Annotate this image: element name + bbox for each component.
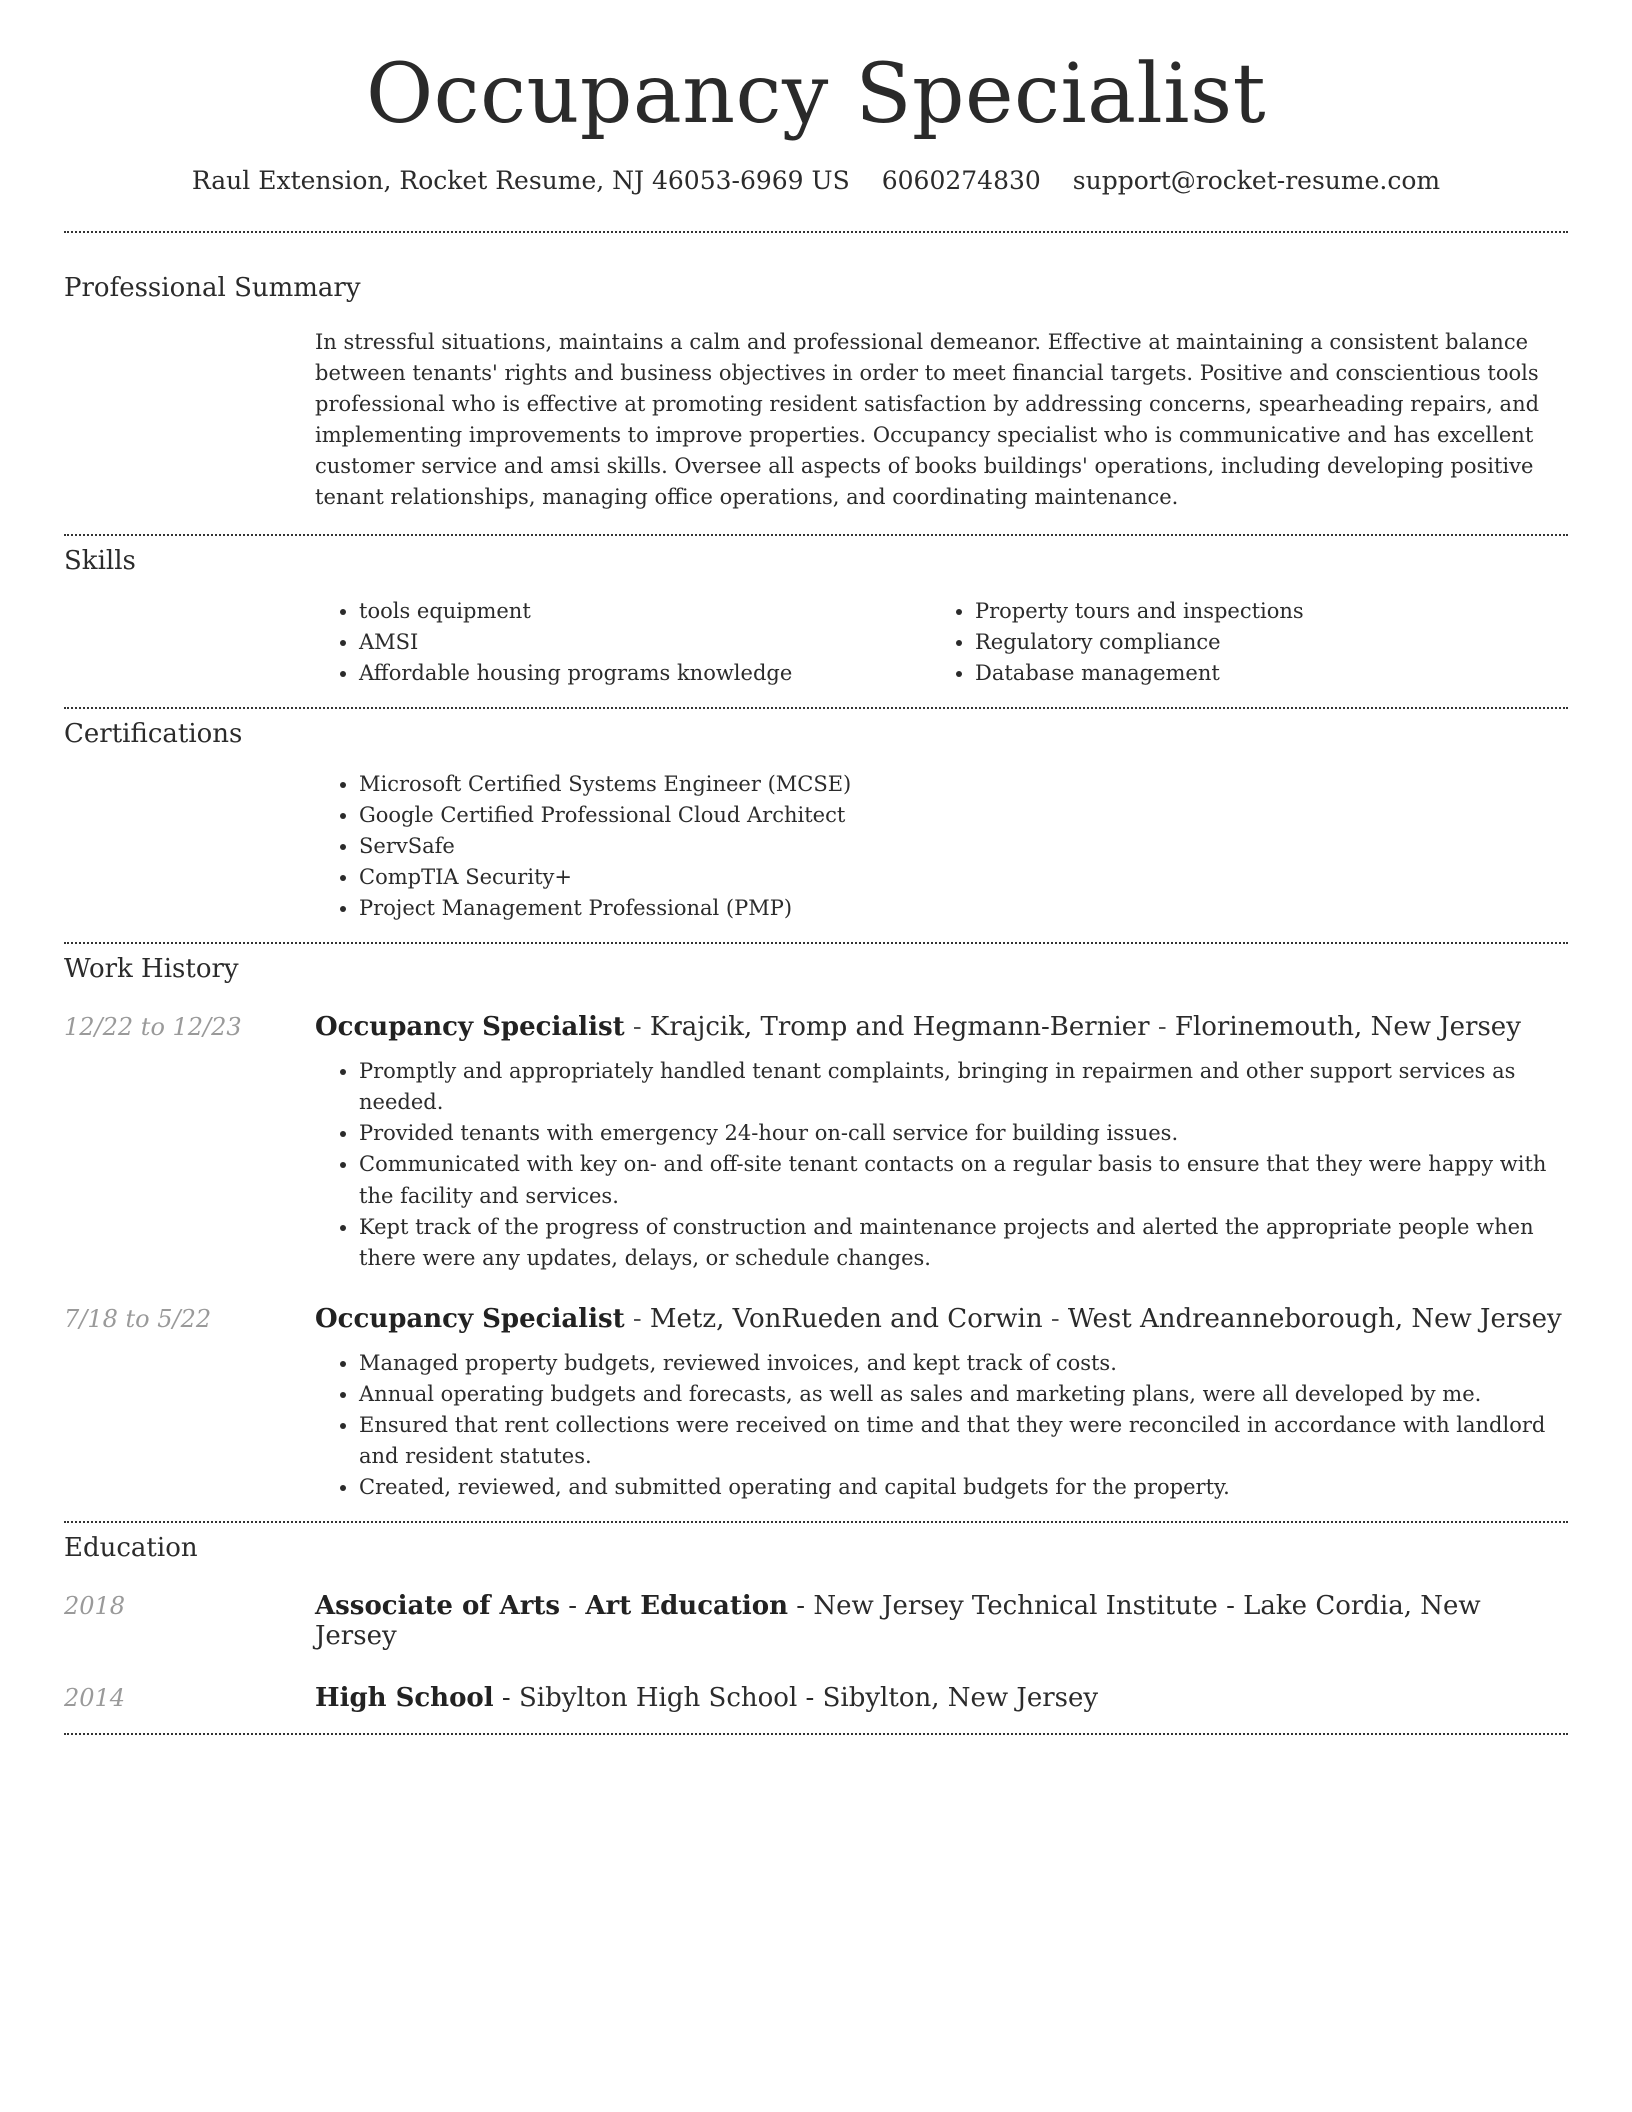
job-bullet: • Ensured that rent collections were received on time and that they were reconciled in accordance with landlord and resident statutes. <box>359 1410 1568 1472</box>
skill-item: • tools equipment <box>359 596 931 627</box>
certifications-section <box>0 709 1632 924</box>
education-location: Lake Cordia, New Jersey <box>315 1591 1481 1652</box>
contact-address: Raul Extension, Rocket Resume, NJ 46053-6969 US <box>191 166 850 196</box>
certifications-content <box>315 769 1568 924</box>
education-title-line: Associate of Arts - Art Education - New Jersey Technical Institute - Lake Cordia, New Jersey <box>315 1591 1481 1652</box>
job-bullet: • Created, reviewed, and submitted operating and capital budgets for the property. <box>359 1472 1568 1503</box>
job-dates: 12/22 to 12/23 <box>64 1013 242 1042</box>
education-degree: High School <box>315 1683 494 1714</box>
skills-section <box>0 536 1632 689</box>
education-school: New Jersey Technical Institute <box>813 1591 1218 1622</box>
education-entry <box>64 1683 1568 1713</box>
section-title-skills: Skills <box>64 545 136 576</box>
job-role: Occupancy Specialist <box>315 1012 625 1043</box>
section-title-summary: Professional Summary <box>64 273 361 304</box>
education-year: 2014 <box>64 1684 126 1713</box>
job-bullet: • Kept track of the progress of construction and maintenance projects and alerted the appropriate people when there were any updates, delays, or schedule changes. <box>359 1212 1568 1274</box>
section-title-education: Education <box>64 1533 198 1564</box>
job-bullet: • Managed property budgets, reviewed invoices, and kept track of costs. <box>359 1348 1568 1379</box>
section-title-work: Work History <box>64 954 239 985</box>
job-company: Metz, VonRueden and Corwin <box>649 1303 1043 1334</box>
skills-list-right <box>931 596 1568 689</box>
education-title-line: High School - Sibylton High School - Sibylton, New Jersey <box>315 1683 1099 1714</box>
job-entry <box>64 1304 1568 1503</box>
job-location: Florinemouth, New Jersey <box>1174 1012 1521 1043</box>
education-entry <box>64 1591 1568 1651</box>
job-bullet: • Annual operating budgets and forecasts, as well as sales and marketing plans, were all developed by me. <box>359 1379 1568 1410</box>
section-title-certifications: Certifications <box>64 718 243 749</box>
contact-phone: 6060274830 <box>881 166 1041 196</box>
job-title-line: Occupancy Specialist - Krajcik, Tromp and Hegmann-Bernier - Florinemouth, New Jersey <box>315 1012 1521 1043</box>
skill-item: • Regulatory compliance <box>975 627 1568 658</box>
summary-content <box>315 327 1568 513</box>
skill-item: • Property tours and inspections <box>975 596 1568 627</box>
certification-item: • Google Certified Professional Cloud Architect <box>359 800 1568 831</box>
education-field: Art Education <box>585 1591 789 1622</box>
education-year: 2018 <box>64 1592 126 1621</box>
divider <box>64 1733 1568 1735</box>
skill-item: • Database management <box>975 658 1568 689</box>
job-location: West Andreanneborough, New Jersey <box>1067 1303 1562 1334</box>
job-title-line: Occupancy Specialist - Metz, VonRueden and Corwin - West Andreanneborough, New Jersey <box>315 1303 1562 1334</box>
education-school: Sibylton High School <box>518 1683 798 1714</box>
job-bullet: • Provided tenants with emergency 24-hour on-call service for building issues. <box>359 1118 1568 1149</box>
job-header <box>64 1304 1568 1334</box>
contact-email: support@rocket-resume.com <box>1072 166 1441 196</box>
education-degree: Associate of Arts <box>315 1591 561 1622</box>
job-bullets <box>315 1056 1568 1274</box>
job-header <box>64 1012 1568 1042</box>
certification-item: • Project Management Professional (PMP) <box>359 893 1568 924</box>
job-bullet: • Communicated with key on- and off-site tenant contacts on a regular basis to ensure that they were happy with the facility and services. <box>359 1149 1568 1211</box>
certification-item: • CompTIA Security+ <box>359 862 1568 893</box>
candidate-name: Occupancy Specialist <box>365 47 1267 142</box>
skill-item: • AMSI <box>359 627 931 658</box>
certification-item: • Microsoft Certified Systems Engineer (MCSE) <box>359 769 1568 800</box>
skills-grid <box>315 596 1568 689</box>
certifications-list <box>315 769 1568 924</box>
job-bullet: • Promptly and appropriately handled tenant complaints, bringing in repairmen and other support services as needed. <box>359 1056 1568 1118</box>
job-dates: 7/18 to 5/22 <box>64 1304 212 1333</box>
education-location: Sibylton, New Jersey <box>822 1683 1099 1714</box>
contact-line <box>0 166 1632 195</box>
education-section <box>0 1523 1632 1713</box>
skill-item: • Affordable housing programs knowledge <box>359 658 931 689</box>
resume-header <box>0 0 1632 195</box>
summary-section <box>0 233 1632 513</box>
job-entry <box>64 1012 1568 1274</box>
job-role: Occupancy Specialist <box>315 1303 625 1334</box>
job-company: Krajcik, Tromp and Hegmann-Bernier <box>649 1012 1150 1043</box>
work-section <box>0 944 1632 1503</box>
certification-item: • ServSafe <box>359 831 1568 862</box>
job-bullets <box>315 1348 1568 1503</box>
summary-text: In stressful situations, maintains a calm and professional demeanor. Effective at maintaining a consistent balance between tenants' rights and business objectives in order to meet financial targets. Positive and conscientious tools professional who is effective at promoting resident satisfaction by addressing concerns, spearheading repairs, and implementing improvements to improve properties. Occupancy specialist who is communicative and has excellent customer service and amsi skills. Oversee all aspects of books buildings' operations, including developing positive tenant relationships, managing office operations, and coordinating maintenance. <box>315 330 1540 510</box>
skills-list-left <box>315 596 931 689</box>
